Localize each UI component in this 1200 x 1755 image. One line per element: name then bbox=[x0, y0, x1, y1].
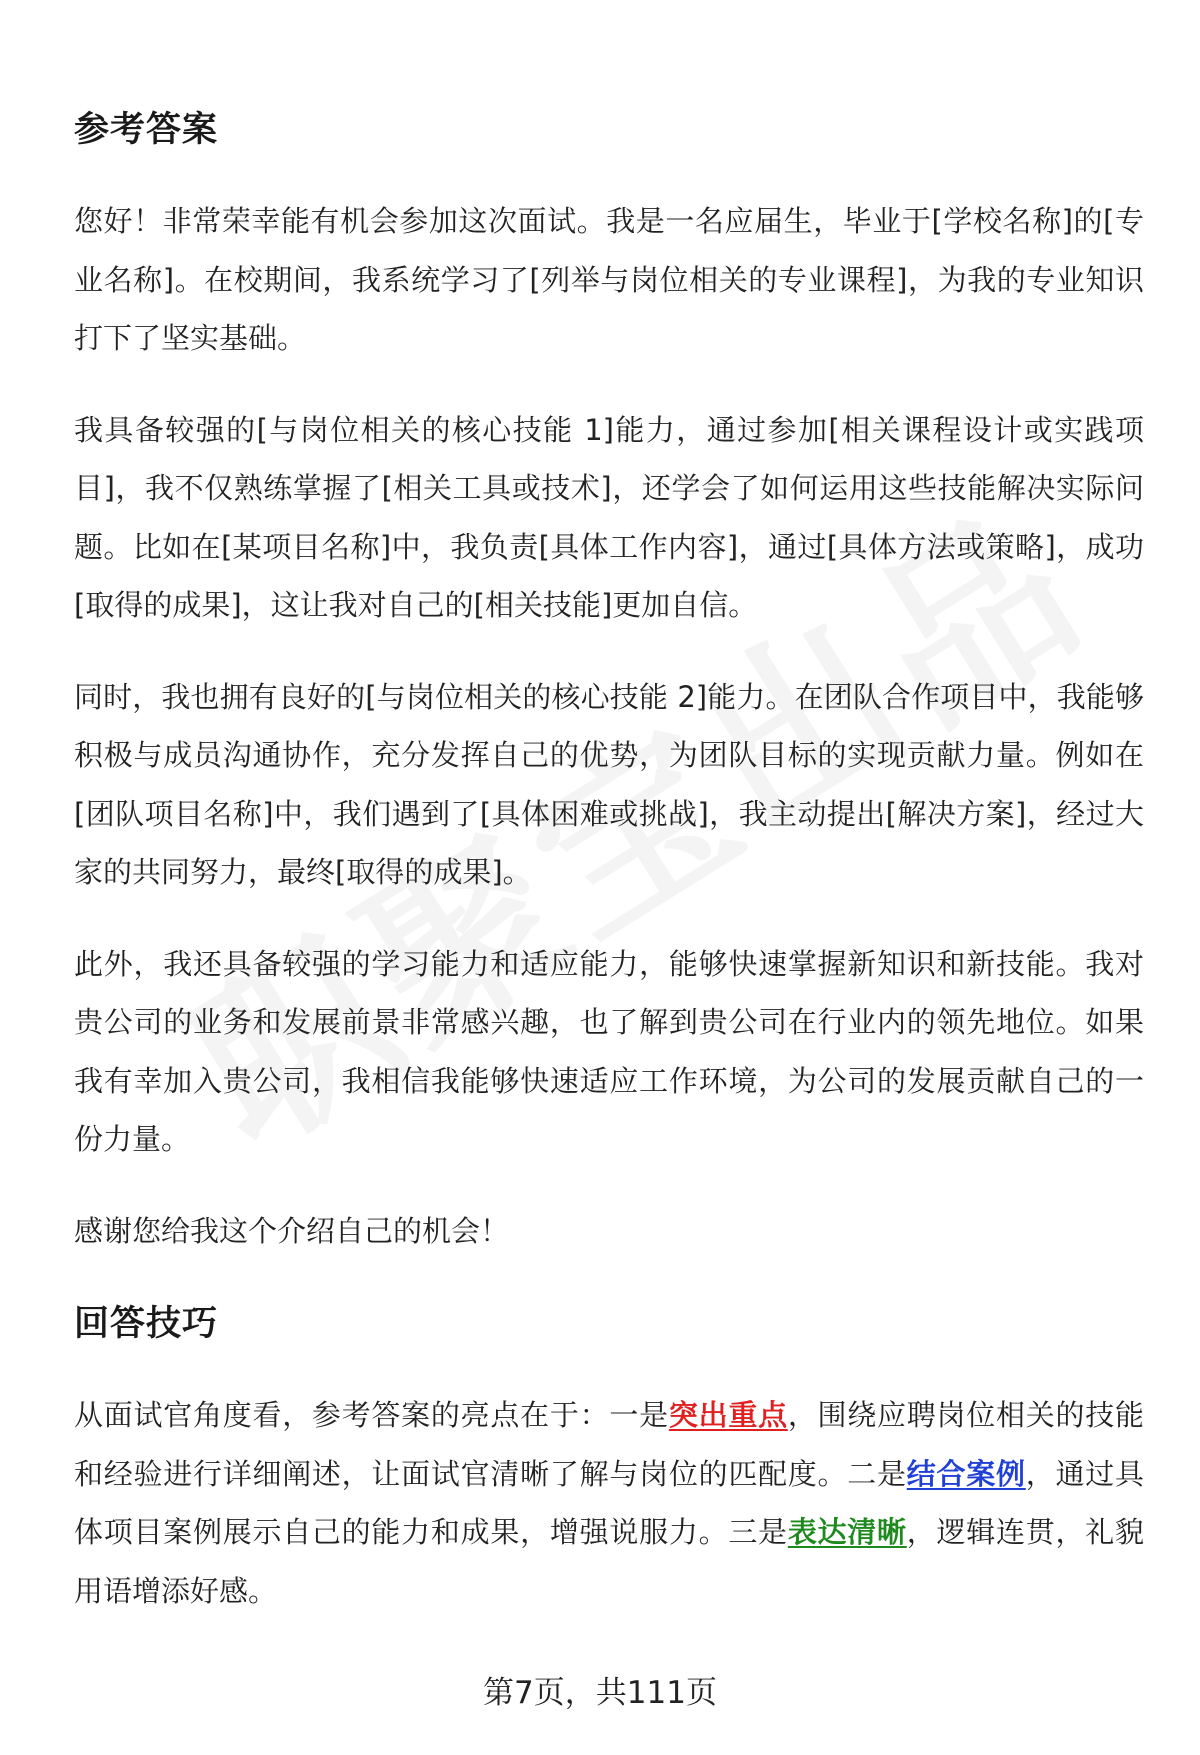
section-heading-reference-answer: 参考答案 bbox=[74, 110, 219, 150]
answer-paragraph-4: 此外，我还具备较强的学习能力和适应能力，能够快速掌握新知识和新技能。我对贵公司的业务和发展前景非常感兴趣，也了解到贵公司在行业内的领先地位。如果我有幸加入贵公司，我相信我能够快速适应工作环境，为公司的发展贡献自己的一份力量。 bbox=[74, 946, 1144, 1156]
tips-text-4: ，逻辑连贯，礼貌用语增添好感。 bbox=[74, 1515, 1144, 1608]
page-number-footer: 第7页，共111页 bbox=[483, 1675, 717, 1711]
answer-paragraph-2: 我具备较强的[与岗位相关的核心技能 1]能力，通过参加[相关课程设计或实践项目]，我不仅熟练掌握了[相关工具或技术]，还学会了如何运用这些技能解决实际问题。比如在[某项目名称]中，我负责[具体工作内容]，通过[具体方法或策略]，成功[取得的成果]，这让我对自己的[相关技能]更加自信。 bbox=[74, 412, 1144, 622]
section-heading-answer-tips: 回答技巧 bbox=[74, 1304, 219, 1344]
highlight-clear-expression: 表达清晰 bbox=[787, 1515, 907, 1549]
answer-paragraph-5: 感谢您给我这个介绍自己的机会！ bbox=[74, 1213, 510, 1248]
tips-paragraph bbox=[74, 1386, 1144, 1620]
tips-text-1: 从面试官角度看，参考答案的亮点在于：一是 bbox=[74, 1398, 669, 1432]
tips-text-3: ，通过具体项目案例展示自己的能力和成果，增强说服力。三是 bbox=[74, 1456, 1144, 1549]
highlight-with-cases: 结合案例 bbox=[906, 1456, 1026, 1491]
tips-text-2: ，围绕应聘岗位相关的技能和经验进行详细阐述，让面试官清晰了解与岗位的匹配度。二是 bbox=[74, 1398, 1144, 1491]
highlight-key-points: 突出重点 bbox=[668, 1398, 788, 1432]
answer-paragraph-1: 您好！非常荣幸能有机会参加这次面试。我是一名应届生，毕业于[学校名称]的[专业名称]。在校期间，我系统学习了[列举与岗位相关的专业课程]，为我的专业知识打下了坚实基础。 bbox=[74, 204, 1144, 355]
answer-paragraph-3: 同时，我也拥有良好的[与岗位相关的核心技能 2]能力。在团队合作项目中，我能够积极与成员沟通协作，充分发挥自己的优势，为团队目标的实现贡献力量。例如在[团队项目名称]中，我们遇到了[具体困难或挑战]，我主动提出[解决方案]，经过大家的共同努力，最终[取得的成果]。 bbox=[74, 679, 1144, 889]
page-content bbox=[74, 104, 1144, 1653]
